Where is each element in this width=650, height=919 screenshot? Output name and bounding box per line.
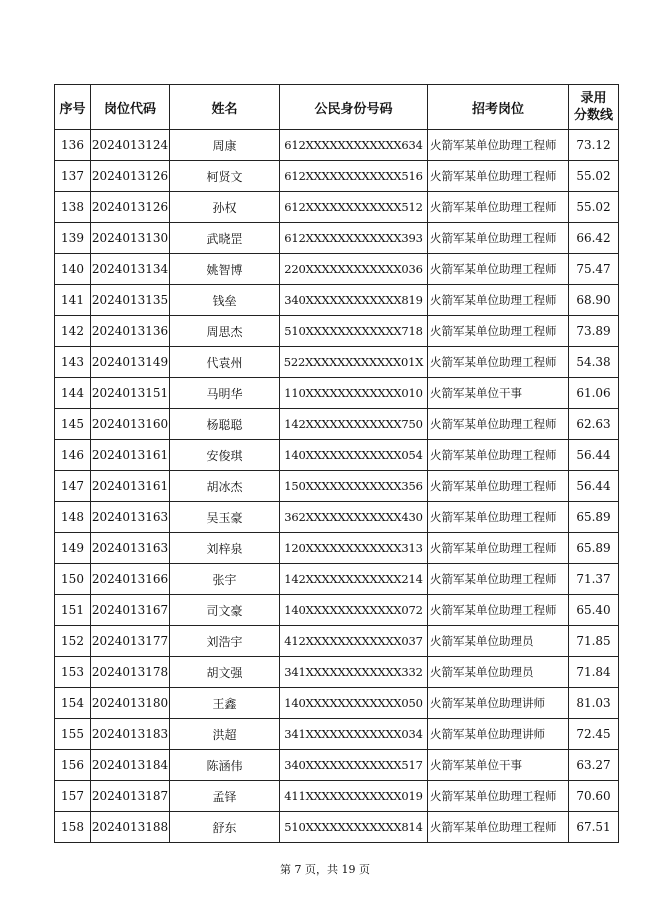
- cell-seq: 140: [55, 254, 91, 285]
- cell-name: 司文豪: [170, 595, 280, 626]
- cell-id-number: 140XXXXXXXXXXXX050: [280, 688, 428, 719]
- cell-post-code: 2024013177: [91, 626, 170, 657]
- cell-post-code: 2024013180: [91, 688, 170, 719]
- table-row: [55, 688, 619, 719]
- cell-seq: 136: [55, 130, 91, 161]
- cell-score: 70.60: [569, 781, 619, 812]
- cell-name: 钱垒: [170, 285, 280, 316]
- table-row: [55, 719, 619, 750]
- cell-name: 吴玉豪: [170, 502, 280, 533]
- cell-seq: 142: [55, 316, 91, 347]
- cell-name: 周思杰: [170, 316, 280, 347]
- cell-id-number: 411XXXXXXXXXXXX019: [280, 781, 428, 812]
- cell-name: 周康: [170, 130, 280, 161]
- cell-post: 火箭军某单位助理工程师: [428, 409, 569, 440]
- cell-id-number: 612XXXXXXXXXXXX516: [280, 161, 428, 192]
- cell-score: 71.85: [569, 626, 619, 657]
- table-row: [55, 316, 619, 347]
- cell-name: 孙权: [170, 192, 280, 223]
- cell-post-code: 2024013188: [91, 812, 170, 843]
- cell-name: 舒东: [170, 812, 280, 843]
- cell-post: 火箭军某单位助理工程师: [428, 781, 569, 812]
- cell-id-number: 362XXXXXXXXXXXX430: [280, 502, 428, 533]
- cell-id-number: 522XXXXXXXXXXXX01X: [280, 347, 428, 378]
- cell-seq: 150: [55, 564, 91, 595]
- cell-score: 68.90: [569, 285, 619, 316]
- cell-id-number: 140XXXXXXXXXXXX072: [280, 595, 428, 626]
- cell-seq: 152: [55, 626, 91, 657]
- cell-score: 55.02: [569, 161, 619, 192]
- cell-post: 火箭军某单位助理工程师: [428, 533, 569, 564]
- table-row: [55, 812, 619, 843]
- cell-post: 火箭军某单位助理工程师: [428, 130, 569, 161]
- header-name: 姓名: [170, 85, 280, 130]
- cell-score: 65.89: [569, 533, 619, 564]
- table-row: [55, 192, 619, 223]
- cell-seq: 146: [55, 440, 91, 471]
- cell-post: 火箭军某单位助理讲师: [428, 719, 569, 750]
- table-row: [55, 626, 619, 657]
- cell-seq: 157: [55, 781, 91, 812]
- cell-post: 火箭军某单位助理讲师: [428, 688, 569, 719]
- cell-name: 陈涵伟: [170, 750, 280, 781]
- cell-score: 81.03: [569, 688, 619, 719]
- cell-score: 75.47: [569, 254, 619, 285]
- cell-post-code: 2024013124: [91, 130, 170, 161]
- table-row: [55, 347, 619, 378]
- table-header-row: [55, 85, 619, 130]
- cell-post-code: 2024013161: [91, 440, 170, 471]
- cell-post-code: 2024013135: [91, 285, 170, 316]
- cell-seq: 147: [55, 471, 91, 502]
- cell-score: 71.84: [569, 657, 619, 688]
- cell-post-code: 2024013136: [91, 316, 170, 347]
- cell-score: 67.51: [569, 812, 619, 843]
- cell-id-number: 110XXXXXXXXXXXX010: [280, 378, 428, 409]
- header-score-line2: 分数线: [573, 108, 613, 123]
- cell-post: 火箭军某单位助理工程师: [428, 285, 569, 316]
- cell-post: 火箭军某单位助理工程师: [428, 254, 569, 285]
- cell-id-number: 140XXXXXXXXXXXX054: [280, 440, 428, 471]
- cell-score: 73.89: [569, 316, 619, 347]
- cell-post: 火箭军某单位助理员: [428, 626, 569, 657]
- table-row: [55, 564, 619, 595]
- cell-id-number: 120XXXXXXXXXXXX313: [280, 533, 428, 564]
- table-row: [55, 378, 619, 409]
- table-row: [55, 657, 619, 688]
- cell-name: 马明华: [170, 378, 280, 409]
- cell-id-number: 340XXXXXXXXXXXX819: [280, 285, 428, 316]
- table-row: [55, 254, 619, 285]
- cell-seq: 153: [55, 657, 91, 688]
- cell-name: 张宇: [170, 564, 280, 595]
- cell-name: 王鑫: [170, 688, 280, 719]
- cell-post: 火箭军某单位助理工程师: [428, 440, 569, 471]
- cell-score: 62.63: [569, 409, 619, 440]
- cell-post-code: 2024013149: [91, 347, 170, 378]
- cell-post: 火箭军某单位助理工程师: [428, 347, 569, 378]
- cell-post: 火箭军某单位助理工程师: [428, 502, 569, 533]
- cell-post: 火箭军某单位助理工程师: [428, 595, 569, 626]
- cell-name: 代袁州: [170, 347, 280, 378]
- cell-id-number: 510XXXXXXXXXXXX814: [280, 812, 428, 843]
- cell-seq: 151: [55, 595, 91, 626]
- cell-post-code: 2024013166: [91, 564, 170, 595]
- table-row: [55, 502, 619, 533]
- table-row: [55, 750, 619, 781]
- cell-name: 刘梓泉: [170, 533, 280, 564]
- cell-id-number: 612XXXXXXXXXXXX393: [280, 223, 428, 254]
- table-row: [55, 595, 619, 626]
- table-row: [55, 781, 619, 812]
- cell-name: 孟铎: [170, 781, 280, 812]
- cell-post-code: 2024013130: [91, 223, 170, 254]
- cell-id-number: 142XXXXXXXXXXXX214: [280, 564, 428, 595]
- cell-seq: 139: [55, 223, 91, 254]
- cell-seq: 143: [55, 347, 91, 378]
- cell-seq: 154: [55, 688, 91, 719]
- table-row: [55, 130, 619, 161]
- cell-seq: 156: [55, 750, 91, 781]
- cell-name: 胡冰杰: [170, 471, 280, 502]
- cell-name: 柯贤文: [170, 161, 280, 192]
- cell-seq: 149: [55, 533, 91, 564]
- cell-name: 刘浩宇: [170, 626, 280, 657]
- header-post: 招考岗位: [428, 85, 569, 130]
- cell-id-number: 150XXXXXXXXXXXX356: [280, 471, 428, 502]
- cell-id-number: 340XXXXXXXXXXXX517: [280, 750, 428, 781]
- cell-seq: 138: [55, 192, 91, 223]
- cell-name: 武晓罡: [170, 223, 280, 254]
- cell-post: 火箭军某单位助理工程师: [428, 564, 569, 595]
- cell-name: 杨聪聪: [170, 409, 280, 440]
- header-id-number: 公民身份号码: [280, 85, 428, 130]
- cell-id-number: 612XXXXXXXXXXXX634: [280, 130, 428, 161]
- cell-id-number: 142XXXXXXXXXXXX750: [280, 409, 428, 440]
- page-footer: 第 7 页，共 19 页: [280, 863, 370, 876]
- cell-score: 71.37: [569, 564, 619, 595]
- cell-post: 火箭军某单位助理工程师: [428, 192, 569, 223]
- cell-score: 56.44: [569, 440, 619, 471]
- cell-score: 63.27: [569, 750, 619, 781]
- table-row: [55, 223, 619, 254]
- cell-post: 火箭军某单位助理工程师: [428, 471, 569, 502]
- table-row: [55, 285, 619, 316]
- table-body: [55, 130, 619, 843]
- cell-post-code: 2024013183: [91, 719, 170, 750]
- cell-id-number: 220XXXXXXXXXXXX036: [280, 254, 428, 285]
- cell-score: 72.45: [569, 719, 619, 750]
- cell-post-code: 2024013134: [91, 254, 170, 285]
- header-seq: 序号: [55, 85, 91, 130]
- cell-post-code: 2024013163: [91, 533, 170, 564]
- cell-post: 火箭军某单位助理工程师: [428, 812, 569, 843]
- cell-name: 姚智博: [170, 254, 280, 285]
- cell-post-code: 2024013126: [91, 192, 170, 223]
- cell-score: 65.40: [569, 595, 619, 626]
- cell-seq: 145: [55, 409, 91, 440]
- cell-post: 火箭军某单位干事: [428, 750, 569, 781]
- header-code: 岗位代码: [91, 85, 170, 130]
- cell-post-code: 2024013187: [91, 781, 170, 812]
- cell-post: 火箭军某单位助理工程师: [428, 316, 569, 347]
- cell-post-code: 2024013126: [91, 161, 170, 192]
- cell-post: 火箭军某单位助理工程师: [428, 161, 569, 192]
- table-row: [55, 440, 619, 471]
- cell-seq: 144: [55, 378, 91, 409]
- cell-name: 安俊琪: [170, 440, 280, 471]
- header-score-line1: 录用: [580, 91, 607, 106]
- cell-post: 火箭军某单位助理员: [428, 657, 569, 688]
- table-row: [55, 533, 619, 564]
- cell-post: 火箭军某单位助理工程师: [428, 223, 569, 254]
- cell-id-number: 341XXXXXXXXXXXX332: [280, 657, 428, 688]
- cell-id-number: 341XXXXXXXXXXXX034: [280, 719, 428, 750]
- cell-score: 73.12: [569, 130, 619, 161]
- cell-post: 火箭军某单位干事: [428, 378, 569, 409]
- cell-seq: 155: [55, 719, 91, 750]
- table-row: [55, 471, 619, 502]
- table-row: [55, 161, 619, 192]
- cell-id-number: 412XXXXXXXXXXXX037: [280, 626, 428, 657]
- cell-seq: 148: [55, 502, 91, 533]
- cell-post-code: 2024013163: [91, 502, 170, 533]
- table-row: [55, 409, 619, 440]
- header-score: [569, 85, 619, 130]
- cell-post-code: 2024013167: [91, 595, 170, 626]
- cell-id-number: 612XXXXXXXXXXXX512: [280, 192, 428, 223]
- cell-score: 56.44: [569, 471, 619, 502]
- cell-post-code: 2024013151: [91, 378, 170, 409]
- cell-seq: 141: [55, 285, 91, 316]
- cell-score: 61.06: [569, 378, 619, 409]
- cell-score: 66.42: [569, 223, 619, 254]
- cell-seq: 158: [55, 812, 91, 843]
- cell-score: 54.38: [569, 347, 619, 378]
- results-table: [54, 84, 619, 843]
- cell-post-code: 2024013178: [91, 657, 170, 688]
- cell-post-code: 2024013161: [91, 471, 170, 502]
- cell-seq: 137: [55, 161, 91, 192]
- cell-post-code: 2024013160: [91, 409, 170, 440]
- cell-name: 洪超: [170, 719, 280, 750]
- cell-score: 65.89: [569, 502, 619, 533]
- cell-score: 55.02: [569, 192, 619, 223]
- cell-id-number: 510XXXXXXXXXXXX718: [280, 316, 428, 347]
- cell-post-code: 2024013184: [91, 750, 170, 781]
- cell-name: 胡文强: [170, 657, 280, 688]
